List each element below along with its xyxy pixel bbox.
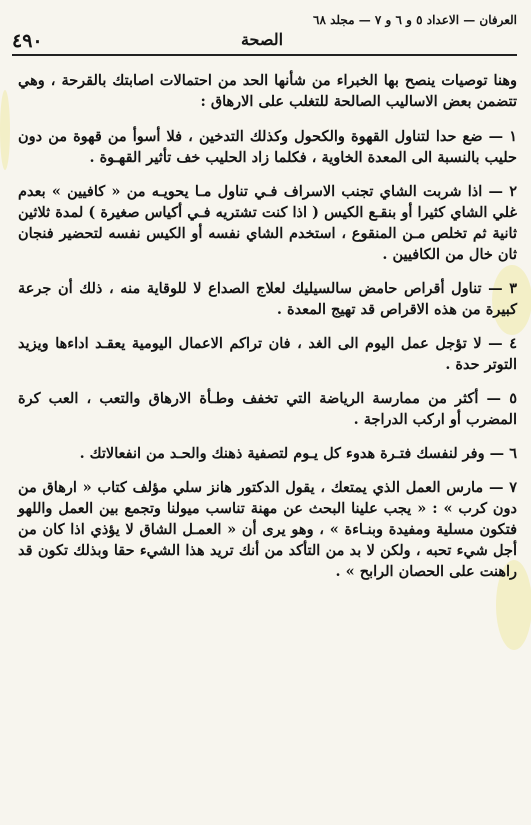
header-rule (12, 54, 517, 56)
intro-paragraph: وهنا توصيات ينصح بها الخبراء من شأنها الحد من احتمالات اصابتك بالقرحة ، وهي تتضمن بعض الاساليب الصالحة للتغلب على الارهاق : (18, 72, 517, 110)
tip-7: ٧ — مارس العمل الذي يمتعك ، يقول الدكتور هانز سلي مؤلف كتاب « ارهاق من دون كرب » : « يجب علينا البحث عن مهنة تناسب ميولنا وتجمع بين العمل واللهو فتكون مسلية ومفيدة وبنـاءة » ، وهو يرى أن « العمـل الشاق لا يؤذي اذا كان من أجل شيء تحبه ، ولكن لا بد من التأكد من أنك تريد هذا الشيء حقا وبذلك تكون قد راهنت على الحصان الرابح » . (18, 479, 517, 580)
paper-stain (0, 90, 10, 170)
tip-5: ٥ — أكثر من ممارسة الرياضة التي تخفف وطـأة الارهاق والتعب ، العب كرة المضرب أو اركب الدراجة . (18, 390, 517, 428)
page-number: ٤٩٠ (12, 30, 43, 52)
running-head: العرفان — الاعداد ٥ و ٦ و ٧ — مجلد ٦٨ (313, 13, 517, 27)
tip-3: ٣ — تناول أقراص حامض سالسيليك لعلاج الصداع لا للوقاية منه ، ذلك أن جرعة كبيرة من هذه الاقراص قد تهيج المعدة . (18, 280, 517, 318)
tip-2: ٢ — اذا شربت الشاي تجنب الاسراف فـي تناول مـا يحويـه من « كافيين » بعدم غلي الشاي كثيرا أو بنقـع الكيس ( اذا كنت تشتريه فـي أكياس صغيرة ) لمدة ثلاثين ثانية ثم تخلص مـن المنقوع ، استخدم الشاي نفسه أو الكيس نفسه لتحضير فنجان ثان خال من الكافيين . (18, 183, 517, 263)
tip-1: ١ — ضع حدا لتناول القهوة والكحول وكذلك التدخين ، فلا أسوأ من قهوة من دون حليب بالنسبة الى المعدة الخاوية ، فكلما زاد الحليب خف تأثير القهـوة . (18, 128, 517, 166)
article-body (18, 70, 517, 582)
section-title: الصحة (240, 30, 284, 49)
tip-4: ٤ — لا تؤجل عمل اليوم الى الغد ، فان تراكم الاعمال اليومية يعقـد اداءها ويزيد التوتر حدة . (18, 335, 517, 373)
page-header (12, 8, 517, 66)
tip-6: ٦ — وفر لنفسك فتـرة هدوء كل يـوم لتصفية ذهنك والحـد من انفعالاتك . (79, 445, 517, 462)
